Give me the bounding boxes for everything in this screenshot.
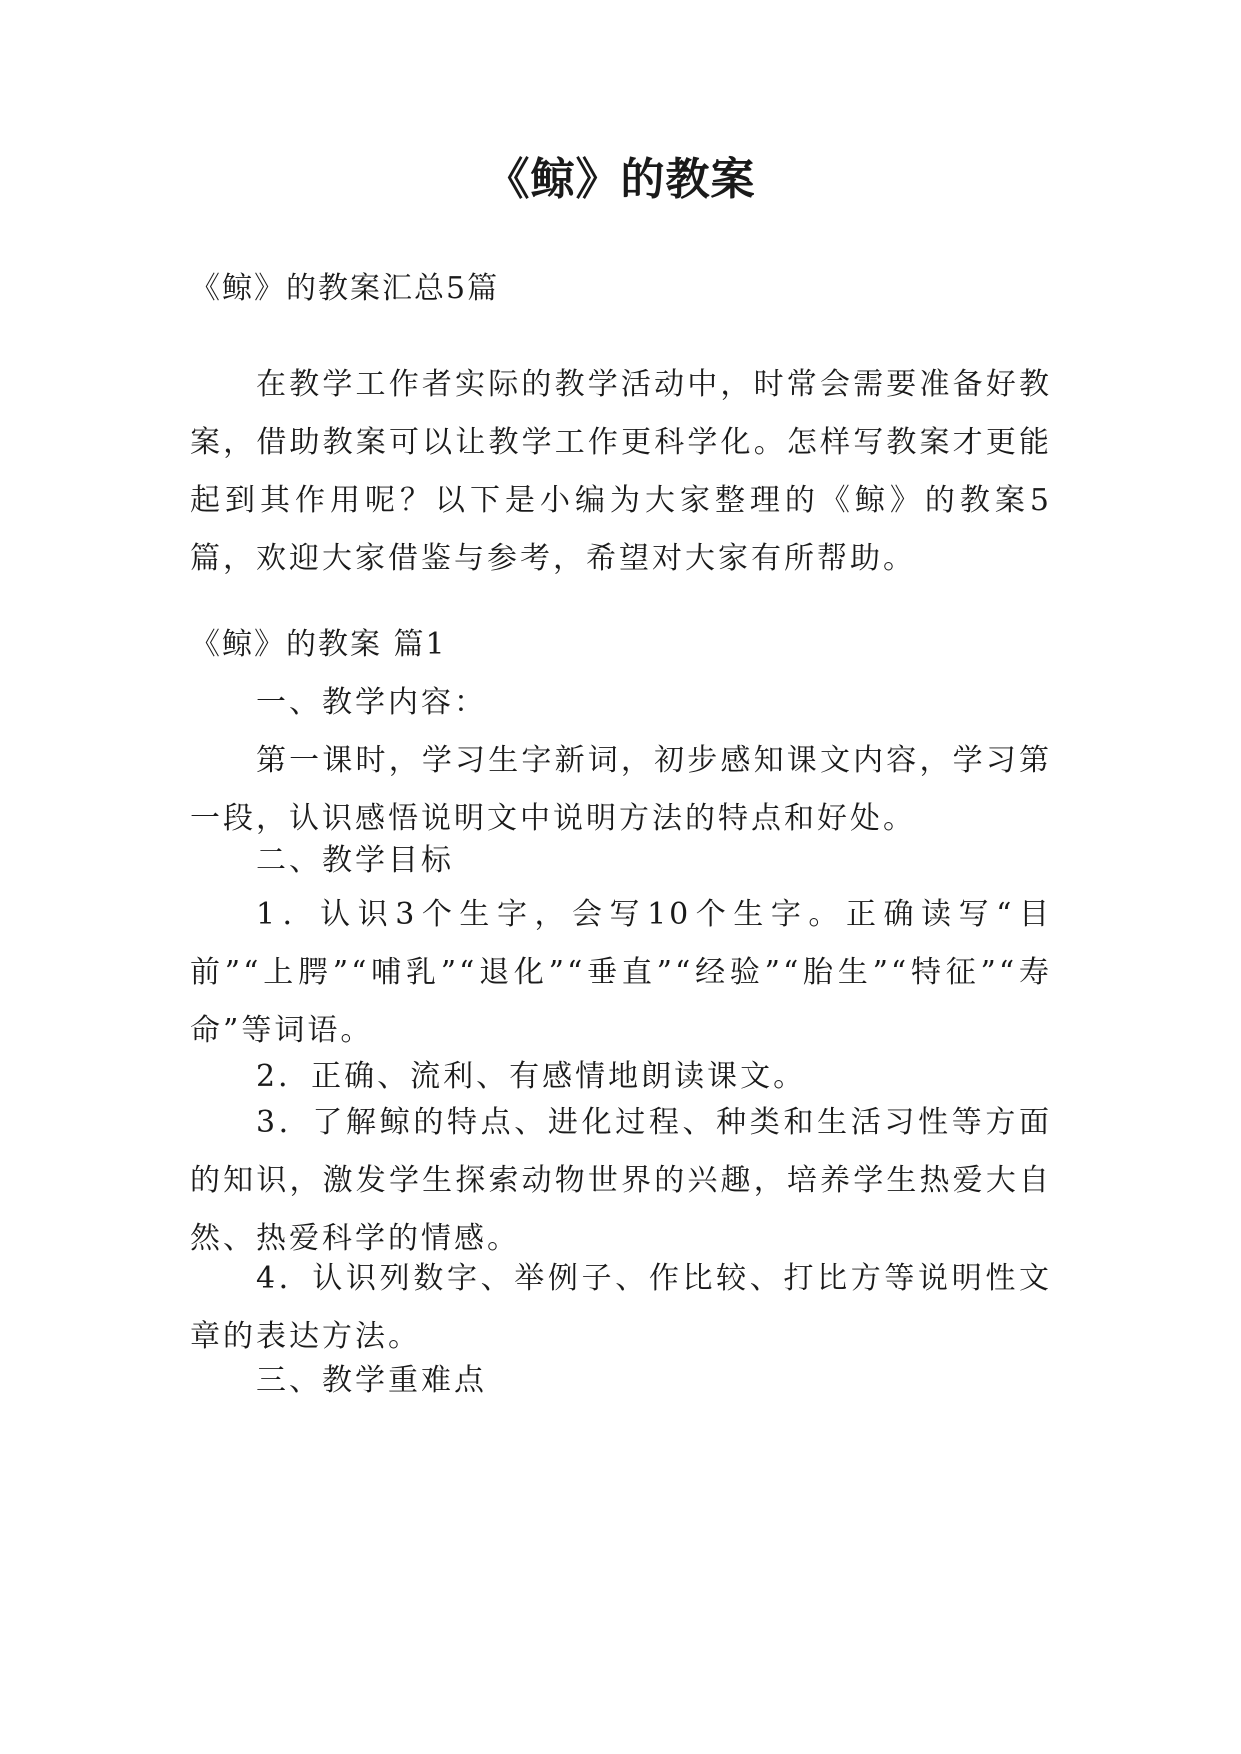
paragraph-teaching-content-heading: 一、教学内容：	[256, 685, 487, 720]
paragraph-key-difficulties-heading: 三、教学重难点	[256, 1363, 487, 1398]
document-subtitle: 《鲸》的教案汇总5篇	[190, 271, 500, 306]
section-title: 《鲸》的教案 篇1	[190, 627, 447, 662]
paragraph-goal-2: 2．正确、流利、有感情地朗读课文。	[256, 1059, 807, 1094]
paragraph-teaching-goals-heading: 二、教学目标	[256, 843, 454, 878]
paragraph-goal-3: 3．了解鲸的特点、进化过程、种类和生活习性等方面的知识，激发学生探索动物世界的兴趣，培养学生热爱大自然、热爱科学的情感。	[190, 1105, 1052, 1256]
document-title: 《鲸》的教案	[485, 154, 756, 205]
paragraph-teaching-content: 第一课时，学习生字新词，初步感知课文内容，学习第一段，认识感悟说明文中说明方法的特点和好处。	[190, 743, 1052, 836]
intro-paragraph: 在教学工作者实际的教学活动中，时常会需要准备好教案，借助教案可以让教学工作更科学化。怎样写教案才更能起到其作用呢？以下是小编为大家整理的《鲸》的教案5篇，欢迎大家借鉴与参考，希望对大家有所帮助。	[190, 367, 1052, 576]
paragraph-goal-1: 1．认识3个生字，会写10个生字。正确读写“目前”“上腭”“哺乳”“退化”“垂直”“经验”“胎生”“特征”“寿命”等词语。	[190, 897, 1052, 1048]
paragraph-goal-4: 4．认识列数字、举例子、作比较、打比方等说明性文章的表达方法。	[190, 1261, 1052, 1354]
